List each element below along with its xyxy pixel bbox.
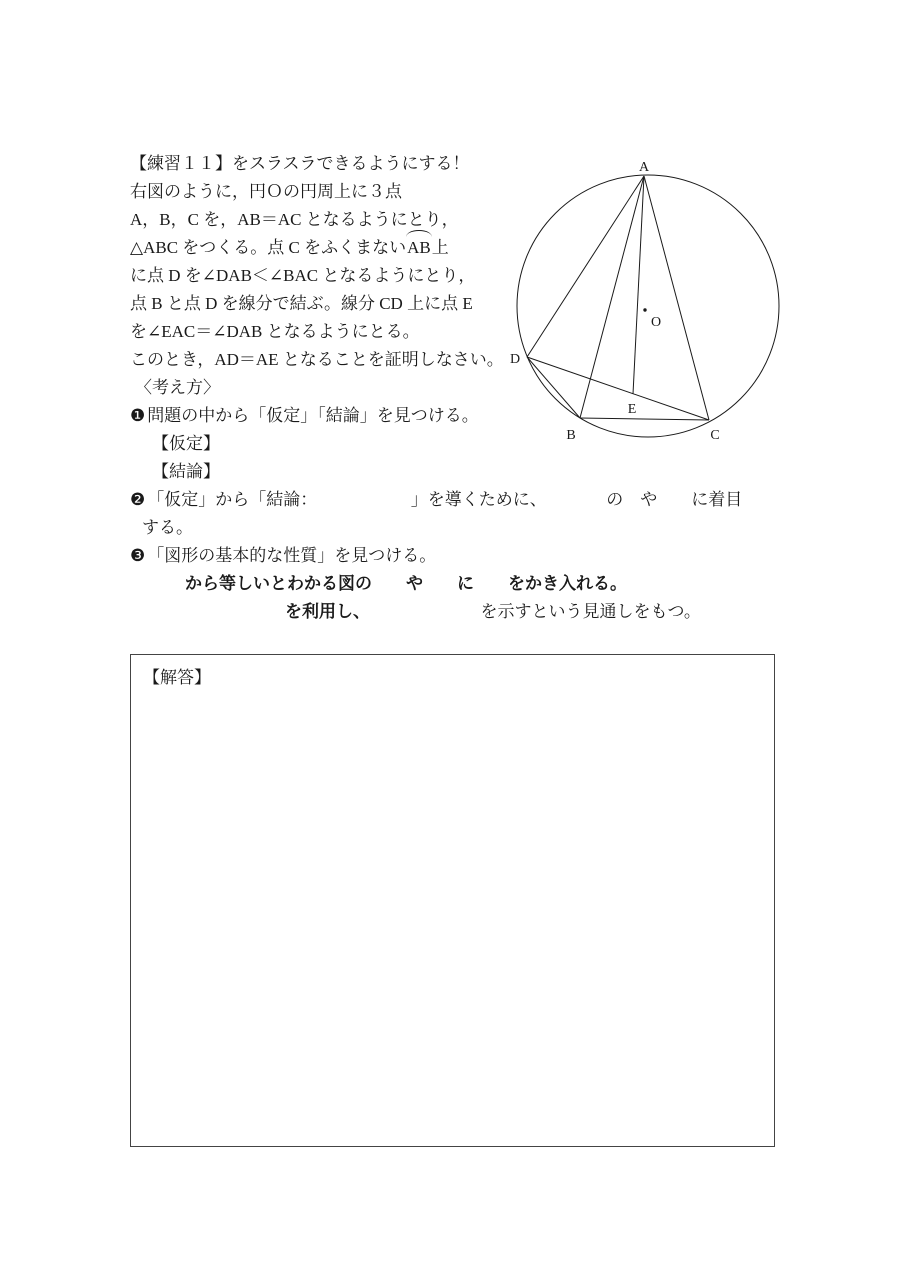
step-1-number: ❶ [130,406,148,425]
point-label-c: C [710,428,720,443]
exercise-title: 【練習１１】をスラスラできるようにする！ [130,154,470,173]
problem-line-4-post: 上 [431,238,449,257]
chord-bc [580,418,709,420]
answer-label: 【解答】 [143,668,211,687]
point-label-b: B [566,428,576,443]
problem-line-4-pre: △ABC をつくる。点 C をふくまない [130,238,407,257]
center-dot [643,308,646,311]
step-3-fill-2-rest: を示すという見通しをもつ。 [361,602,701,621]
center-label-o: O [651,315,662,330]
problem-line-6: 点 B と点 D を線分で結ぶ。線分 CD 上に点 E [130,294,473,313]
point-label-e: E [627,402,637,417]
arc-ab-notation: AB [406,234,432,262]
point-label-a: A [638,160,650,175]
step-3-text: 「図形の基本的な性質」を見つける。 [147,546,437,565]
point-label-d: D [509,352,521,367]
segment-ae [633,176,644,394]
step-1-text: 問題の中から「仮定」「結論」を見つける。 [147,406,479,425]
step-3-fill-line-1: から等しいとわかる図の や に をかき入れる。 [185,574,627,593]
step-2-text: 「仮定」から「結論： 」を導くために、 の や に着目 [147,490,743,509]
problem-line-8: このとき，AD＝AE となることを証明しなさい。 [130,350,504,369]
problem-line-5: に点 D を∠DAB＜∠BAC となるようにとり， [130,266,476,285]
problem-line-3: A，B，C を，AB＝AC となるようにとり， [130,210,459,229]
approach-heading: 〈考え方〉 [135,378,220,397]
chord-ac [644,176,709,420]
step-3-fill-2-bold: を利用し、 [285,602,362,621]
answer-box [130,654,775,1147]
step-2-number: ❷ [130,490,148,509]
approach-step-2 [130,486,742,514]
assumption-label: 【仮定】 [152,434,220,453]
circle-geometry-diagram [505,160,805,460]
diagram-svg [505,160,805,460]
conclusion-label: 【結論】 [152,462,220,481]
step-3-fill-line-2 [130,598,742,626]
step-3-number: ❸ [130,546,148,565]
problem-line-2: 右図のように，円Ｏの円周上に３点 [130,182,402,201]
step-2-continuation: する。 [142,518,193,537]
chord-ab [580,176,644,418]
problem-line-7: を∠EAC＝∠DAB となるようにとる。 [130,322,420,341]
approach-step-3 [130,542,742,570]
chord-ad [527,176,644,357]
circle-o [517,175,779,437]
